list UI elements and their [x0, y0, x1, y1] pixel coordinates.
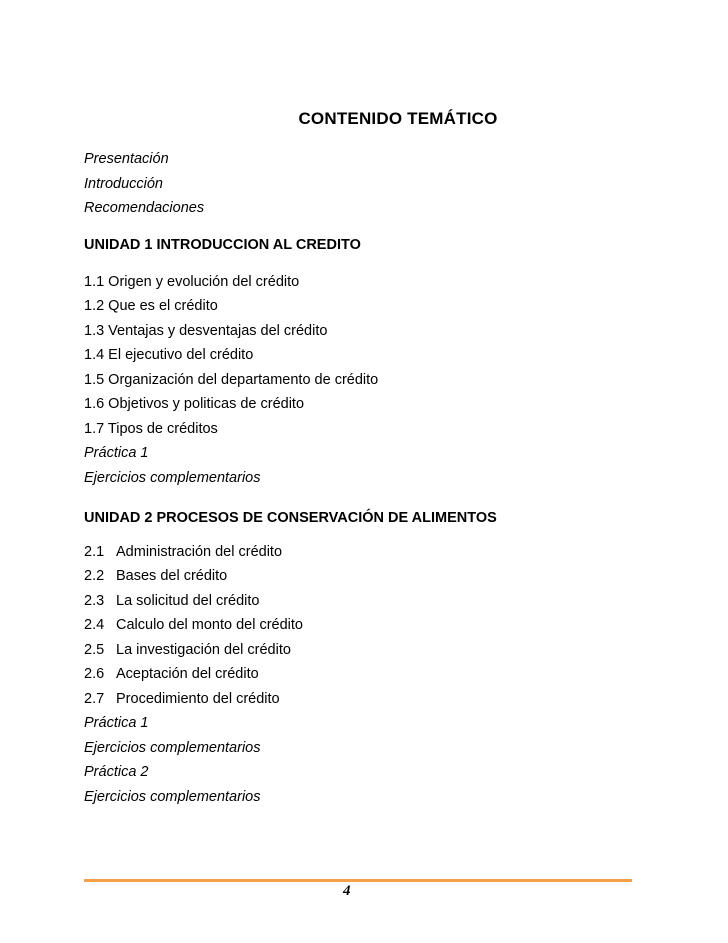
unit2-item-number: 2.5 — [84, 642, 105, 658]
unit2-heading: UNIDAD 2 PROCESOS DE CONSERVACIÓN DE ALIMENTOS — [84, 510, 497, 526]
unit1-item: 1.7 Tipos de créditos — [84, 421, 218, 437]
unit1-ejercicios: Ejercicios complementarios — [84, 470, 261, 486]
unit2-item — [84, 690, 280, 708]
unit2-item-text: Aceptación del crédito — [116, 666, 259, 682]
unit2-item-text: Administración del crédito — [116, 544, 283, 560]
unit2-practica-1: Práctica 1 — [84, 715, 149, 731]
unit2-item-text: Bases del crédito — [116, 568, 228, 584]
unit2-item — [84, 592, 259, 610]
unit1-item: 1.5 Organización del departamento de crédito — [84, 372, 379, 388]
toc-entry-introduccion: Introducción — [84, 176, 163, 192]
unit2-item — [84, 665, 259, 683]
page-number: 4 — [343, 883, 351, 899]
unit1-item: 1.4 El ejecutivo del crédito — [84, 347, 254, 363]
unit2-ejercicios-2: Ejercicios complementarios — [84, 789, 261, 805]
unit1-item: 1.2 Que es el crédito — [84, 298, 218, 314]
unit2-item-number: 2.3 — [84, 593, 105, 609]
unit2-item-number: 2.1 — [84, 544, 105, 560]
unit2-item — [84, 616, 303, 634]
unit2-item-number: 2.2 — [84, 568, 105, 584]
unit2-item-text: Procedimiento del crédito — [116, 691, 280, 707]
unit1-item: 1.1 Origen y evolución del crédito — [84, 274, 300, 290]
unit1-heading: UNIDAD 1 INTRODUCCION AL CREDITO — [84, 237, 361, 253]
unit2-item-number: 2.6 — [84, 666, 105, 682]
page-title: CONTENIDO TEMÁTICO — [298, 109, 498, 128]
unit2-item — [84, 567, 227, 585]
unit2-practica-2: Práctica 2 — [84, 764, 149, 780]
unit2-item-text: Calculo del monto del crédito — [116, 617, 303, 633]
unit1-item: 1.3 Ventajas y desventajas del crédito — [84, 323, 328, 339]
unit1-practica: Práctica 1 — [84, 445, 149, 461]
unit2-item-number: 2.7 — [84, 691, 105, 707]
unit2-item-text: La solicitud del crédito — [116, 593, 260, 609]
unit1-item: 1.6 Objetivos y politicas de crédito — [84, 396, 305, 412]
unit2-item-text: La investigación del crédito — [116, 642, 291, 658]
unit2-item-number: 2.4 — [84, 617, 105, 633]
toc-entry-recomendaciones: Recomendaciones — [84, 200, 205, 216]
unit2-item — [84, 641, 291, 659]
unit2-ejercicios-1: Ejercicios complementarios — [84, 740, 261, 756]
toc-entry-presentacion: Presentación — [84, 151, 169, 167]
unit2-item — [84, 543, 282, 561]
footer-divider — [84, 879, 632, 882]
